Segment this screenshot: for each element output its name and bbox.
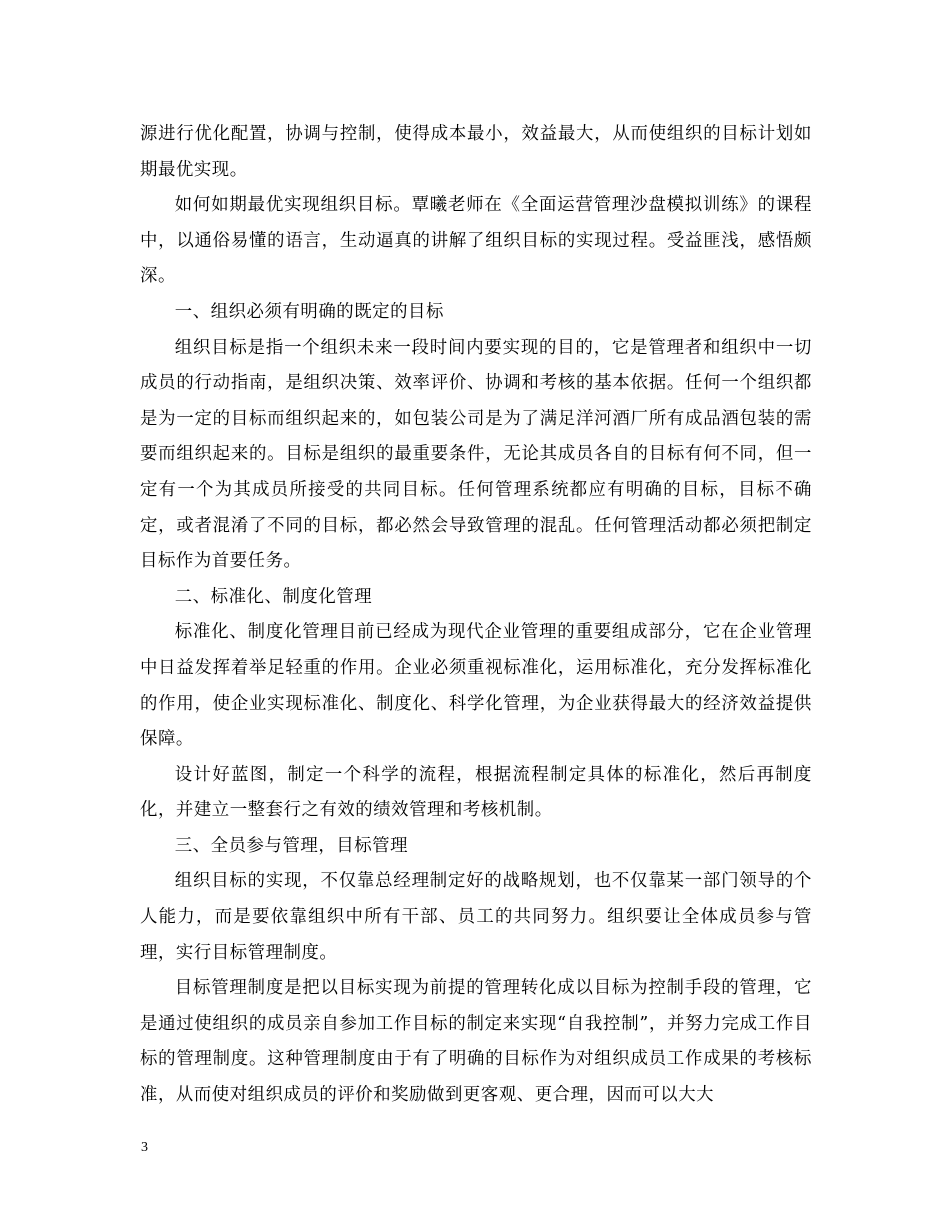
- section-heading: 三、全员参与管理，目标管理: [174, 835, 409, 856]
- page-number: 3: [141, 1140, 148, 1155]
- paragraph: 标准化、制度化管理目前已经成为现代企业管理的重要组成部分，它在企业管理中日益发挥着举足轻重的作用。企业必须重视标准化，运用标准化，充分发挥标准化的作用，使企业实现标准化、制度化、科学化管理，为企业获得最大的经济效益提供保障。: [140, 622, 812, 750]
- paragraph: 如何如期最优实现组织目标。覃曦老师在《全面运营管理沙盘模拟训练》的课程中，以通俗易懂的语言，生动逼真的讲解了组织目标的实现过程。受益匪浅，感悟颇深。: [140, 195, 812, 287]
- paragraph: 设计好蓝图，制定一个科学的流程，根据流程制定具体的标准化，然后再制度化，并建立一整套行之有效的绩效管理和考核机制。: [140, 764, 812, 821]
- paragraph: 组织目标的实现，不仅靠总经理制定好的战略规划，也不仅靠某一部门领导的个人能力，而是要依靠组织中所有干部、员工的共同努力。组织要让全体成员参与管理，实行目标管理制度。: [140, 871, 812, 963]
- paragraph: 目标管理制度是把以目标实现为前提的管理转化成以目标为控制手段的管理，它是通过使组织的成员亲自参加工作目标的制定来实现“自我控制”，并努力完成工作目标的管理制度。这种管理制度由于有了明确的目标作为对组织成员工作成果的考核标准，从而使对组织成员的评价和奖励做到更客观、更合理，因而可以大大: [140, 978, 812, 1106]
- paragraph: 组织目标是指一个组织未来一段时间内要实现的目的，它是管理者和组织中一切成员的行动指南，是组织决策、效率评价、协调和考核的基本依据。任何一个组织都是为一定的目标而组织起来的，如包装公司是为了满足洋河酒厂所有成品酒包装的需要而组织起来的。目标是组织的最重要条件，无论其成员各自的目标有何不同，但一定有一个为其成员所接受的共同目标。任何管理系统都应有明确的目标，目标不确定，或者混淆了不同的目标，都必然会导致管理的混乱。任何管理活动都必须把制定目标作为首要任务。: [140, 337, 812, 572]
- paragraph: 源进行优化配置，协调与控制，使得成本最小，效益最大，从而使组织的目标计划如期最优实现。: [140, 124, 812, 180]
- body-text: [140, 117, 812, 1114]
- section-heading: 一、组织必须有明确的既定的目标: [174, 301, 444, 322]
- section-heading: 二、标准化、制度化管理: [174, 586, 373, 607]
